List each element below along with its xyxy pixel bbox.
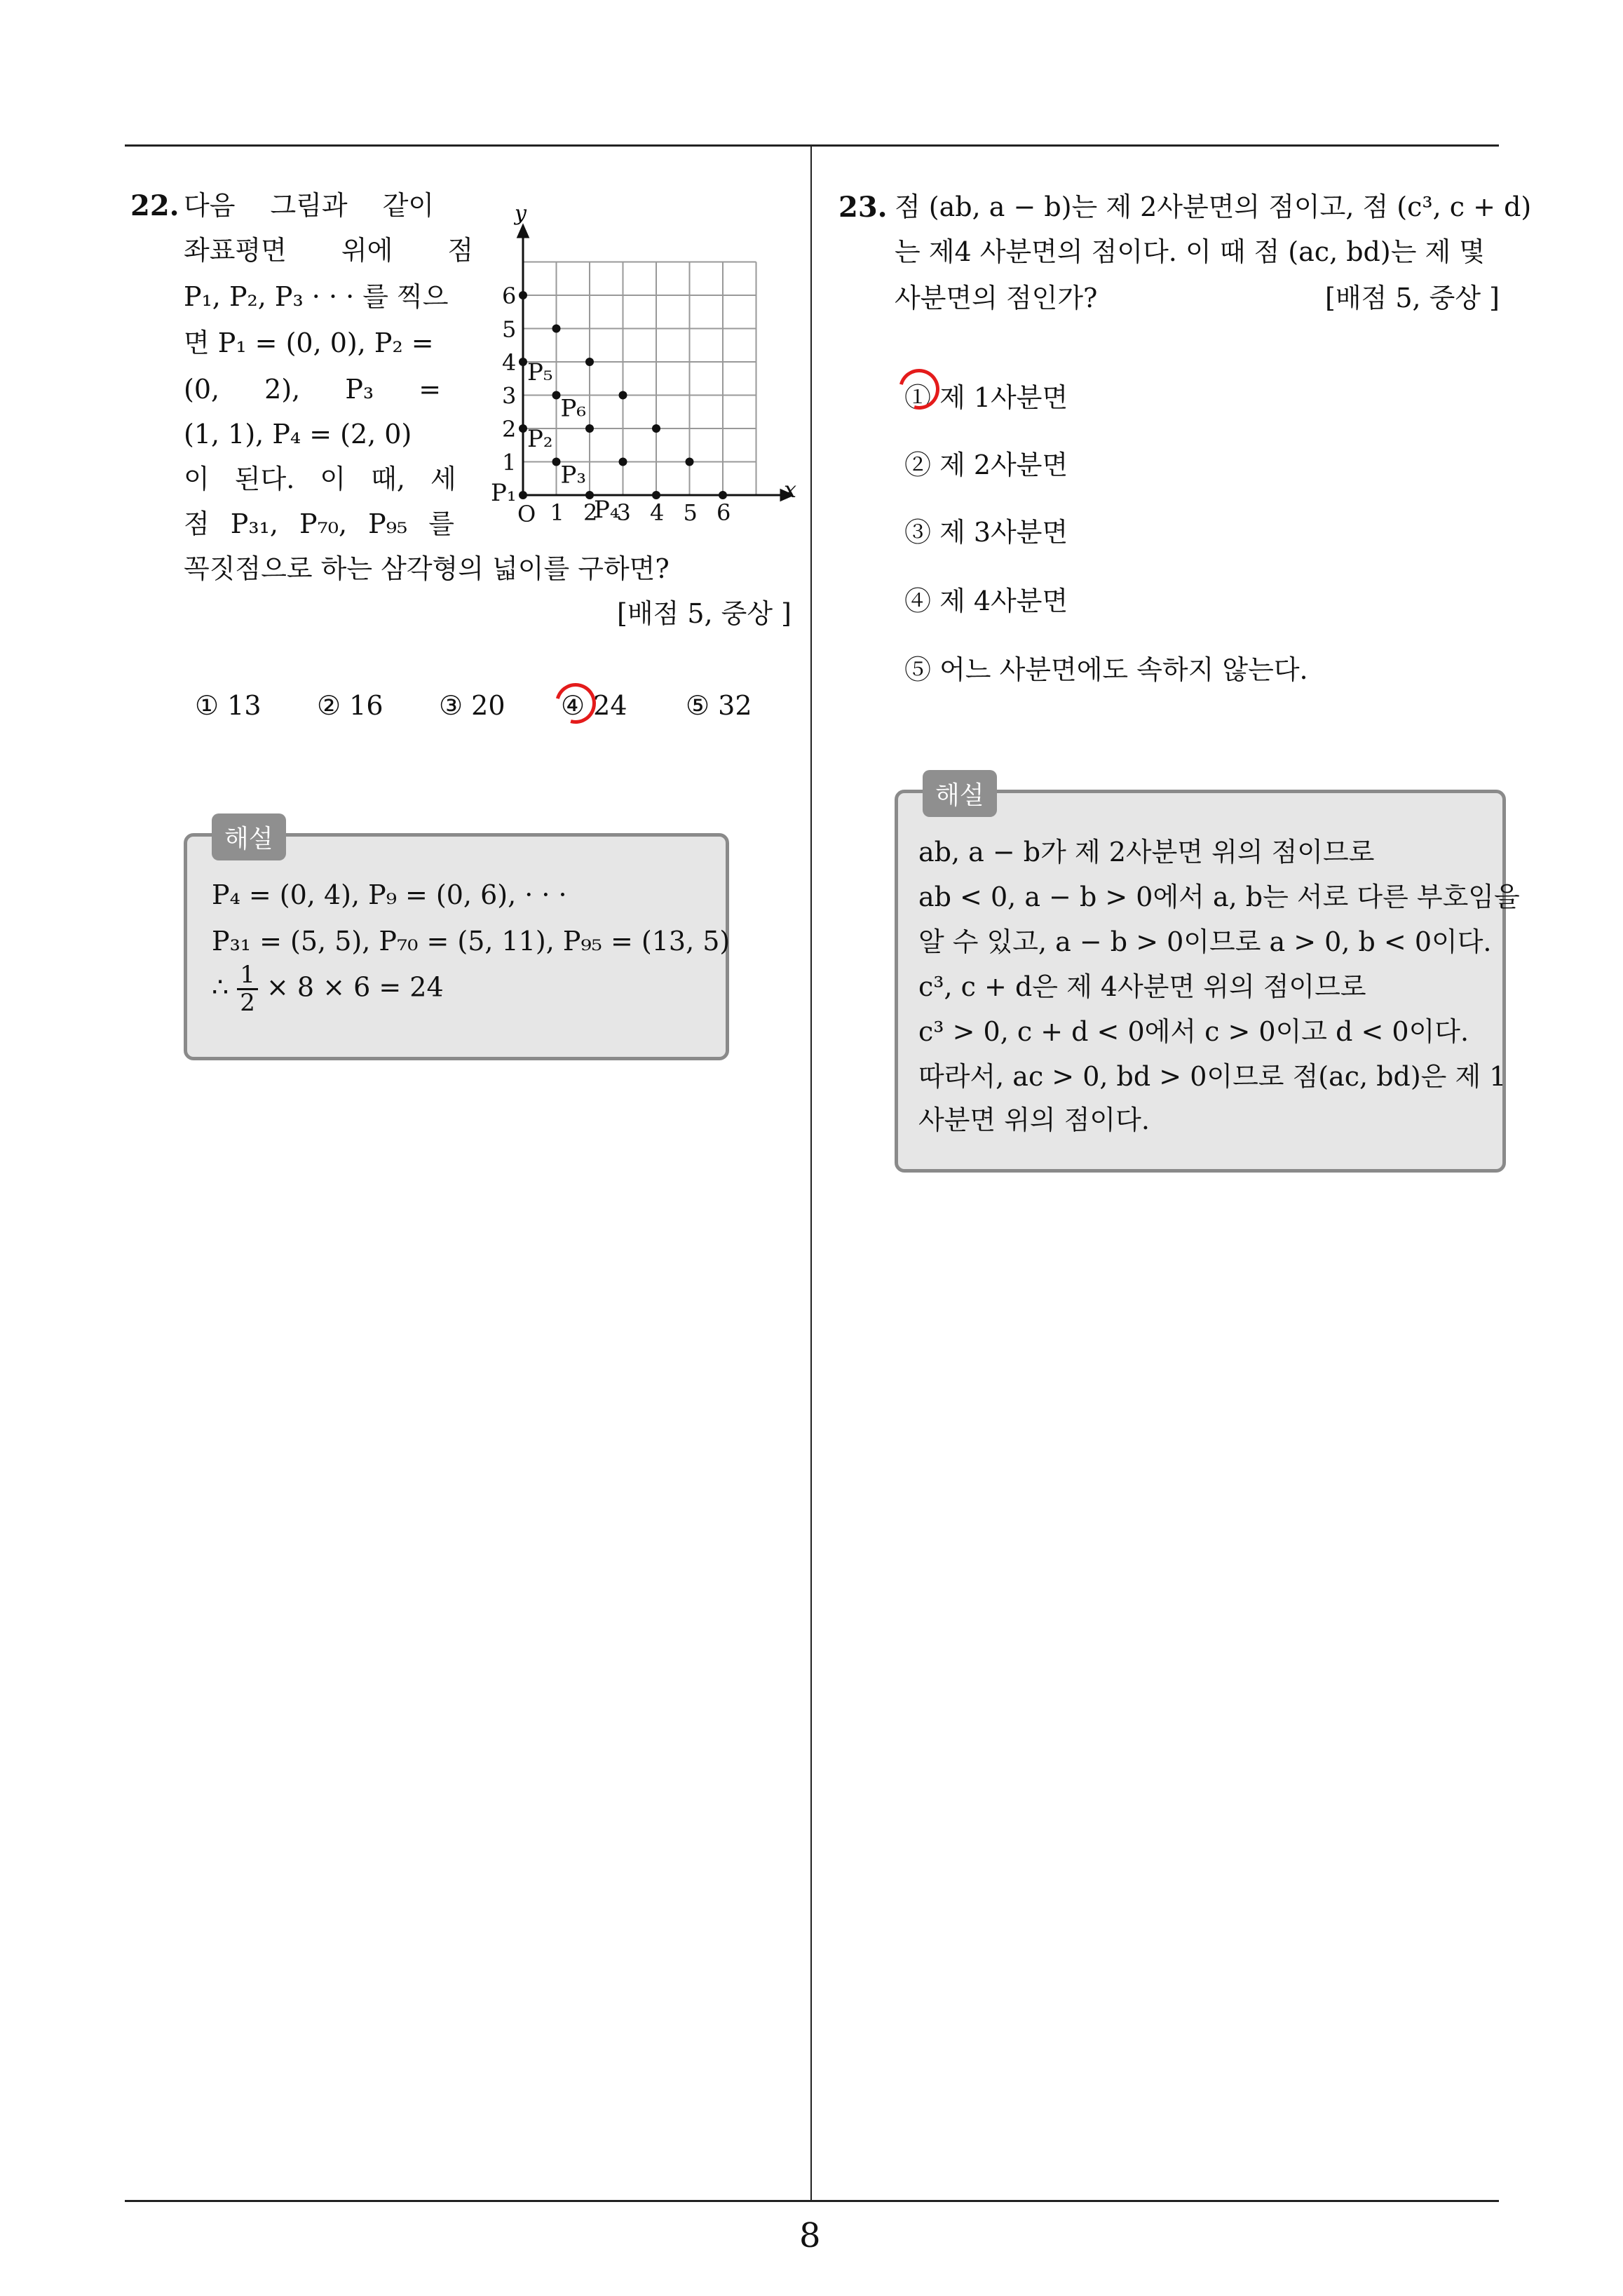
lattice-point [585, 424, 594, 433]
question-text-line: 다음 그림과 같이 [184, 190, 435, 221]
choice-4[interactable]: ④ 제 4사분면 [904, 586, 1068, 616]
point-label: P₄ [594, 496, 620, 523]
lattice-point [652, 491, 660, 499]
lattice-point [686, 458, 694, 466]
lattice-point [519, 291, 527, 299]
x-tick-label: 1 [550, 499, 564, 523]
choice-2[interactable]: ② 16 [317, 690, 383, 721]
lattice-point [619, 458, 627, 466]
solution-badge: 해설 [923, 770, 997, 817]
question-text-line: 사분면의 점인가? [895, 283, 1098, 313]
lattice-point [552, 325, 561, 333]
x-tick-label: 5 [683, 499, 698, 523]
question-text-line: (0, 2), P₃ = [184, 374, 442, 405]
point-label: P₁ [491, 479, 517, 507]
choice-5[interactable]: ⑤ 32 [686, 690, 752, 721]
top-rule [125, 144, 1499, 147]
lattice-point [519, 424, 527, 433]
choice-1[interactable]: ① 13 [195, 690, 262, 721]
column-divider [810, 144, 812, 2202]
choice-1[interactable]: ① 제 1사분면 [904, 382, 1068, 413]
conclusion-expression: × 8 × 6 = 24 [266, 971, 444, 1003]
lattice-point [552, 458, 561, 466]
solution-line: ab < 0, a − b > 0에서 a, b는 서로 다른 부호임을 [918, 882, 1520, 912]
y-tick-label: 4 [502, 349, 517, 376]
therefore-sign: ∴ [212, 971, 229, 1003]
question-text-line: 면 P₁ = (0, 0), P₂ = [184, 327, 434, 358]
solution-line: ab, a − b가 제 2사분면 위의 점이므로 [918, 837, 1375, 867]
question-text-line: 점 (ab, a − b)는 제 2사분면의 점이고, 점 (c³, c + d) [895, 191, 1532, 222]
lattice-point [619, 391, 627, 400]
question-text-line: 좌표평면 위에 점 [184, 235, 474, 266]
fraction-numerator: 1 [237, 962, 258, 990]
fraction [237, 962, 258, 1017]
y-tick-label: 5 [502, 316, 517, 343]
y-tick-label: 2 [502, 416, 517, 443]
solution-line: 알 수 있고, a − b > 0이므로 a > 0, b < 0이다. [918, 926, 1492, 957]
x-tick-label: 3 [616, 499, 631, 523]
question-text-line: 는 제4 사분면의 점이다. 이 때 점 (ac, bd)는 제 몇 [895, 236, 1485, 267]
choice-4[interactable]: ④ 24 [561, 690, 627, 721]
question-text-line: 꼭짓점으로 하는 삼각형의 넓이를 구하면? [184, 553, 670, 584]
question-text-line: 이 된다. 이 때, 세 [184, 464, 456, 494]
lattice-point [652, 424, 660, 433]
solution-line: c³, c + d은 제 4사분면 위의 점이므로 [918, 971, 1366, 1002]
x-tick-label: 4 [650, 499, 665, 523]
lattice-point [585, 358, 594, 366]
lattice-point [519, 358, 527, 366]
y-tick-label: 6 [502, 283, 517, 309]
score-label: [배점 5, 중상 ] [617, 598, 792, 629]
solution-line: 따라서, ac > 0, bd > 0이므로 점(ac, bd)은 제 1 [918, 1061, 1507, 1092]
point-label: P₅ [527, 358, 553, 386]
fraction-denominator: 2 [240, 989, 255, 1018]
lattice-point [585, 491, 594, 499]
point-label: P₂ [527, 425, 553, 453]
solution-badge: 해설 [212, 813, 286, 860]
choice-2[interactable]: ② 제 2사분면 [904, 450, 1068, 480]
question-text-line: 점 P₃₁, P₇₀, P₉₅ 를 [184, 508, 454, 539]
choice-3[interactable]: ③ 20 [439, 690, 505, 721]
coordinate-graph [484, 201, 792, 523]
solution-line: c³ > 0, c + d < 0에서 c > 0이고 d < 0이다. [918, 1016, 1469, 1047]
lattice-point [719, 491, 727, 499]
solution-line: 사분면 위의 점이다. [918, 1105, 1150, 1135]
question-text-line: P₁, P₂, P₃ · · · 를 찍으 [184, 281, 449, 312]
origin-label: O [517, 501, 536, 523]
question-number: 23. [838, 191, 888, 224]
lattice-point [552, 391, 561, 400]
y-tick-label: 1 [502, 449, 517, 476]
solution-conclusion [212, 962, 444, 1017]
y-tick-label: 3 [502, 382, 517, 410]
x-tick-label: 2 [583, 499, 598, 523]
choice-3[interactable]: ③ 제 3사분면 [904, 517, 1068, 548]
question-text-line: (1, 1), P₄ = (2, 0) [184, 419, 412, 450]
question-number: 22. [130, 189, 179, 222]
bottom-rule [125, 2200, 1499, 2202]
answer-mark-circle [548, 675, 603, 731]
point-label: P₃ [560, 461, 587, 489]
page-number: 8 [799, 2216, 821, 2255]
solution-line: P₄ = (0, 4), P₉ = (0, 6), · · · [212, 879, 567, 910]
y-axis-label: y [515, 201, 527, 226]
lattice-point [519, 491, 527, 499]
point-label: P₆ [560, 394, 587, 423]
solution-line: P₃₁ = (5, 5), P₇₀ = (5, 11), P₉₅ = (13, 5) [212, 926, 731, 957]
score-label: [배점 5, 중상 ] [1325, 283, 1500, 313]
choice-5[interactable]: ⑤ 어느 사분면에도 속하지 않는다. [904, 654, 1308, 685]
x-axis-label: x [784, 476, 797, 503]
x-tick-label: 6 [717, 499, 731, 523]
